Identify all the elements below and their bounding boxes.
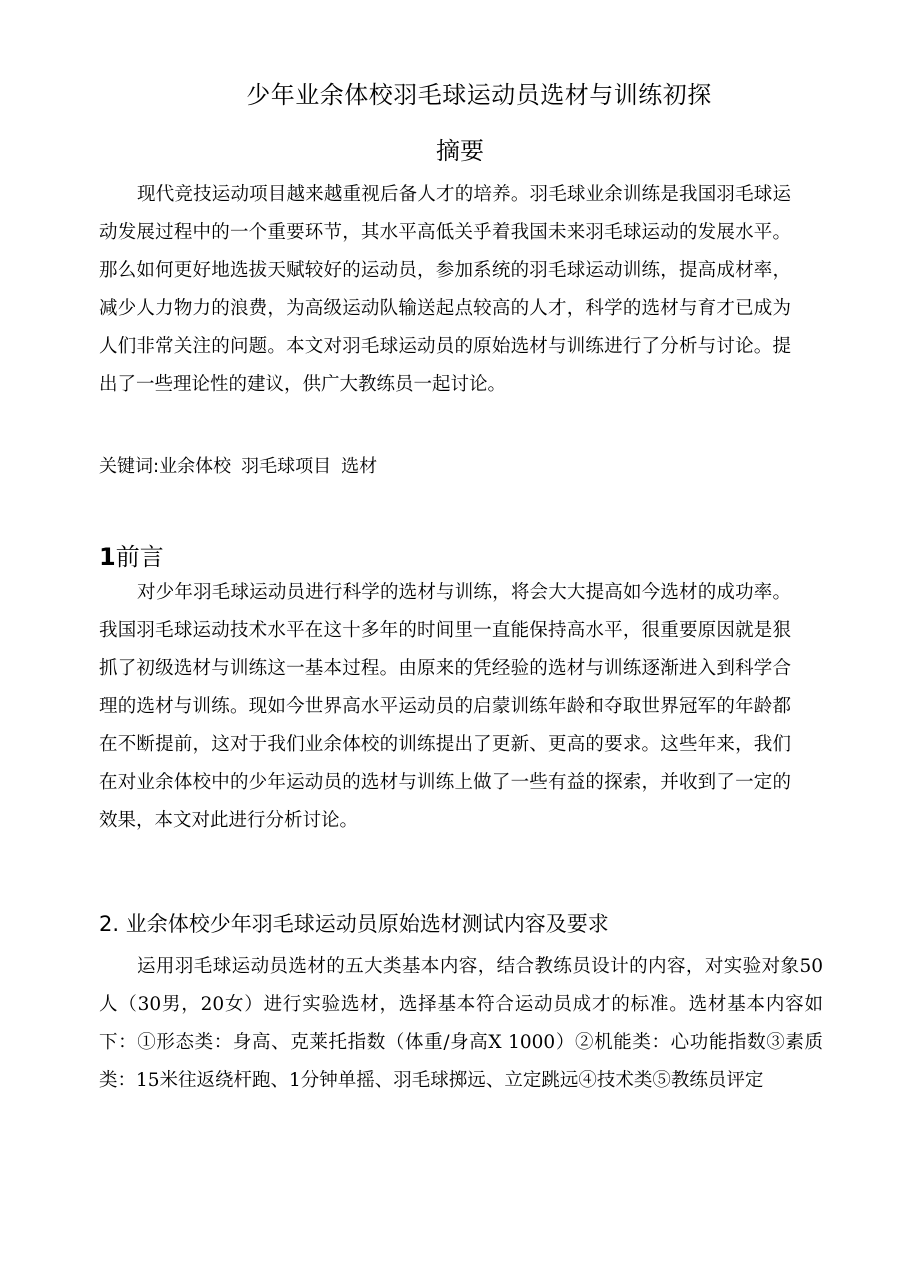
document-title-text: 少年业余体校羽毛球运动员选材与训练初探	[246, 81, 712, 109]
keywords-label: 关键词:	[99, 456, 160, 477]
section-2-heading	[99, 908, 609, 938]
abstract-heading: 摘要	[436, 137, 484, 165]
section-1-number: 1	[99, 543, 116, 571]
section-2-paragraph: 运用羽毛球运动员选材的五大类基本内容，结合教练员设计的内容，对实验对象50人（30男，20女）进行实验选材，选择基本符合运动员成才的标准。选材基本内容如下：①形态类：身高、克莱托指数（体重/身高X 1000）②机能类：心功能指数③素质类：15米往返绕杆跑、1分钟单摇、羽毛球掷远、立定跳远④技术类⑤教练员评定	[99, 956, 823, 1091]
section-1-heading	[99, 537, 164, 572]
document-title	[0, 75, 920, 110]
keyword-item: 选材	[341, 456, 378, 477]
keyword-item: 羽毛球项目	[241, 456, 332, 477]
section-2-number: 2.	[99, 912, 120, 936]
section-1-paragraph: 对少年羽毛球运动员进行科学的选材与训练，将会大大提高如今选材的成功率。我国羽毛球运动技术水平在这十多年的时间里一直能保持高水平，很重要原因就是狠抓了初级选材与训练这一基本过程。由原来的凭经验的选材与训练逐渐进入到科学合理的选材与训练。现如今世界高水平运动员的启蒙训练年龄和夺取世界冠军的年龄都在不断提前，这对于我们业余体校的训练提出了更新、更高的要求。这些年来，我们在对业余体校中的少年运动员的选材与训练上做了一些有益的探索，并收到了一定的效果，本文对此进行分析讨论。	[99, 582, 791, 831]
section-1-title: 前言	[115, 543, 164, 571]
section-2-title: 业余体校少年羽毛球运动员原始选材测试内容及要求	[125, 912, 609, 936]
keywords-line	[99, 452, 387, 478]
keyword-item: 业余体校	[159, 456, 232, 477]
abstract-paragraph: 现代竞技运动项目越来越重视后备人才的培养。羽毛球业余训练是我国羽毛球运动发展过程中的一个重要环节，其水平高低关乎着我国未来羽毛球运动的发展水平。那么如何更好地选拔天赋较好的运动员，参加系统的羽毛球运动训练，提高成材率，减少人力物力的浪费，为高级运动队输送起点较高的人才，科学的选材与育才已成为人们非常关注的问题。本文对羽毛球运动员的原始选材与训练进行了分析与讨论。提出了一些理论性的建议，供广大教练员一起讨论。	[99, 184, 791, 395]
